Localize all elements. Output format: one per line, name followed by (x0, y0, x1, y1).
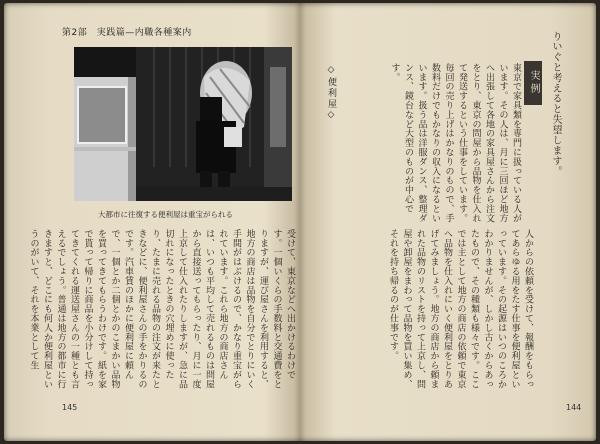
subheading-benriya: ◇便利屋◇ (326, 65, 336, 122)
right-page (304, 3, 596, 441)
left-page (4, 3, 296, 441)
left-body-text: 受けて、東京などへ出かけるわけです。一個いくらの手数料と交通費をとりますが、運び屋さんを利用すると、地方の商店は品物を自分でとりにいく手間がはぶけるので、かなり重宝がられています。これら地方の商店さんは、いつも平均して売れるものは問屋から直接送ってもらったり、月に一度上京して仕入れたりしますが、急に品切れになったときの穴埋めに使ったり、たまに売れる品物の注文が来たときなどに、便利屋さんの手をかりるのです。汽車賃のほかに便利屋に頼んで、一個とか二個とかのこまかい品物を買ってきてもらうわけです。紙を家で貰って帰りに商品を小分けして持ってきてくれる運送屋さんの一種とも言えるでしょう。普通は地方の都市に行きますと、どこにも何人か便利屋というのがいて、それを本業として生 (28, 229, 295, 389)
right-upper-text: 東京で家具類を専門に扱っている人がいます。その人は、月に三回ほど地方へ出張して各地の家具屋さんから注文をとり、東京の問屋から品物を仕入れて発送するという仕事をしています。毎回の売り上げはかなりのもので、手数料だけでもかなりの収入になるといいます。扱う品は洋服ダンス、整理ダンス、鏡台など大型のものが中心です。 (389, 63, 521, 223)
photo-caption: 大都市に往復する便利屋は重宝がられる (98, 210, 233, 219)
right-lower-text: 人からの依頼を受けて、報酬をもらってあらゆる用をたす仕事を便利屋といっています。その起源はいつのころかわかりませんが、しかし古くからあったもので、その種類も様々です。ここでは主として地方の商店の依頼で東京へ品物を仕入れにいく便利屋をとりあげてみましょう。地方の商店から頼まれた品物のリストを持って上京し、問屋や卸屋をまわって品物を買い集め、それを持ち帰るのが仕事です。 (388, 229, 533, 389)
running-head: 第2部 実践篇—内職各種案内 (62, 28, 192, 38)
photo-image (74, 47, 292, 201)
intro-line: りいぐと考えると失望します。 (550, 31, 561, 177)
page-number-left: 145 (62, 403, 78, 412)
photograph (74, 47, 292, 201)
book-spread (4, 3, 596, 441)
page-number-right: 144 (566, 403, 582, 412)
section-label-example: 実例 (524, 61, 542, 105)
